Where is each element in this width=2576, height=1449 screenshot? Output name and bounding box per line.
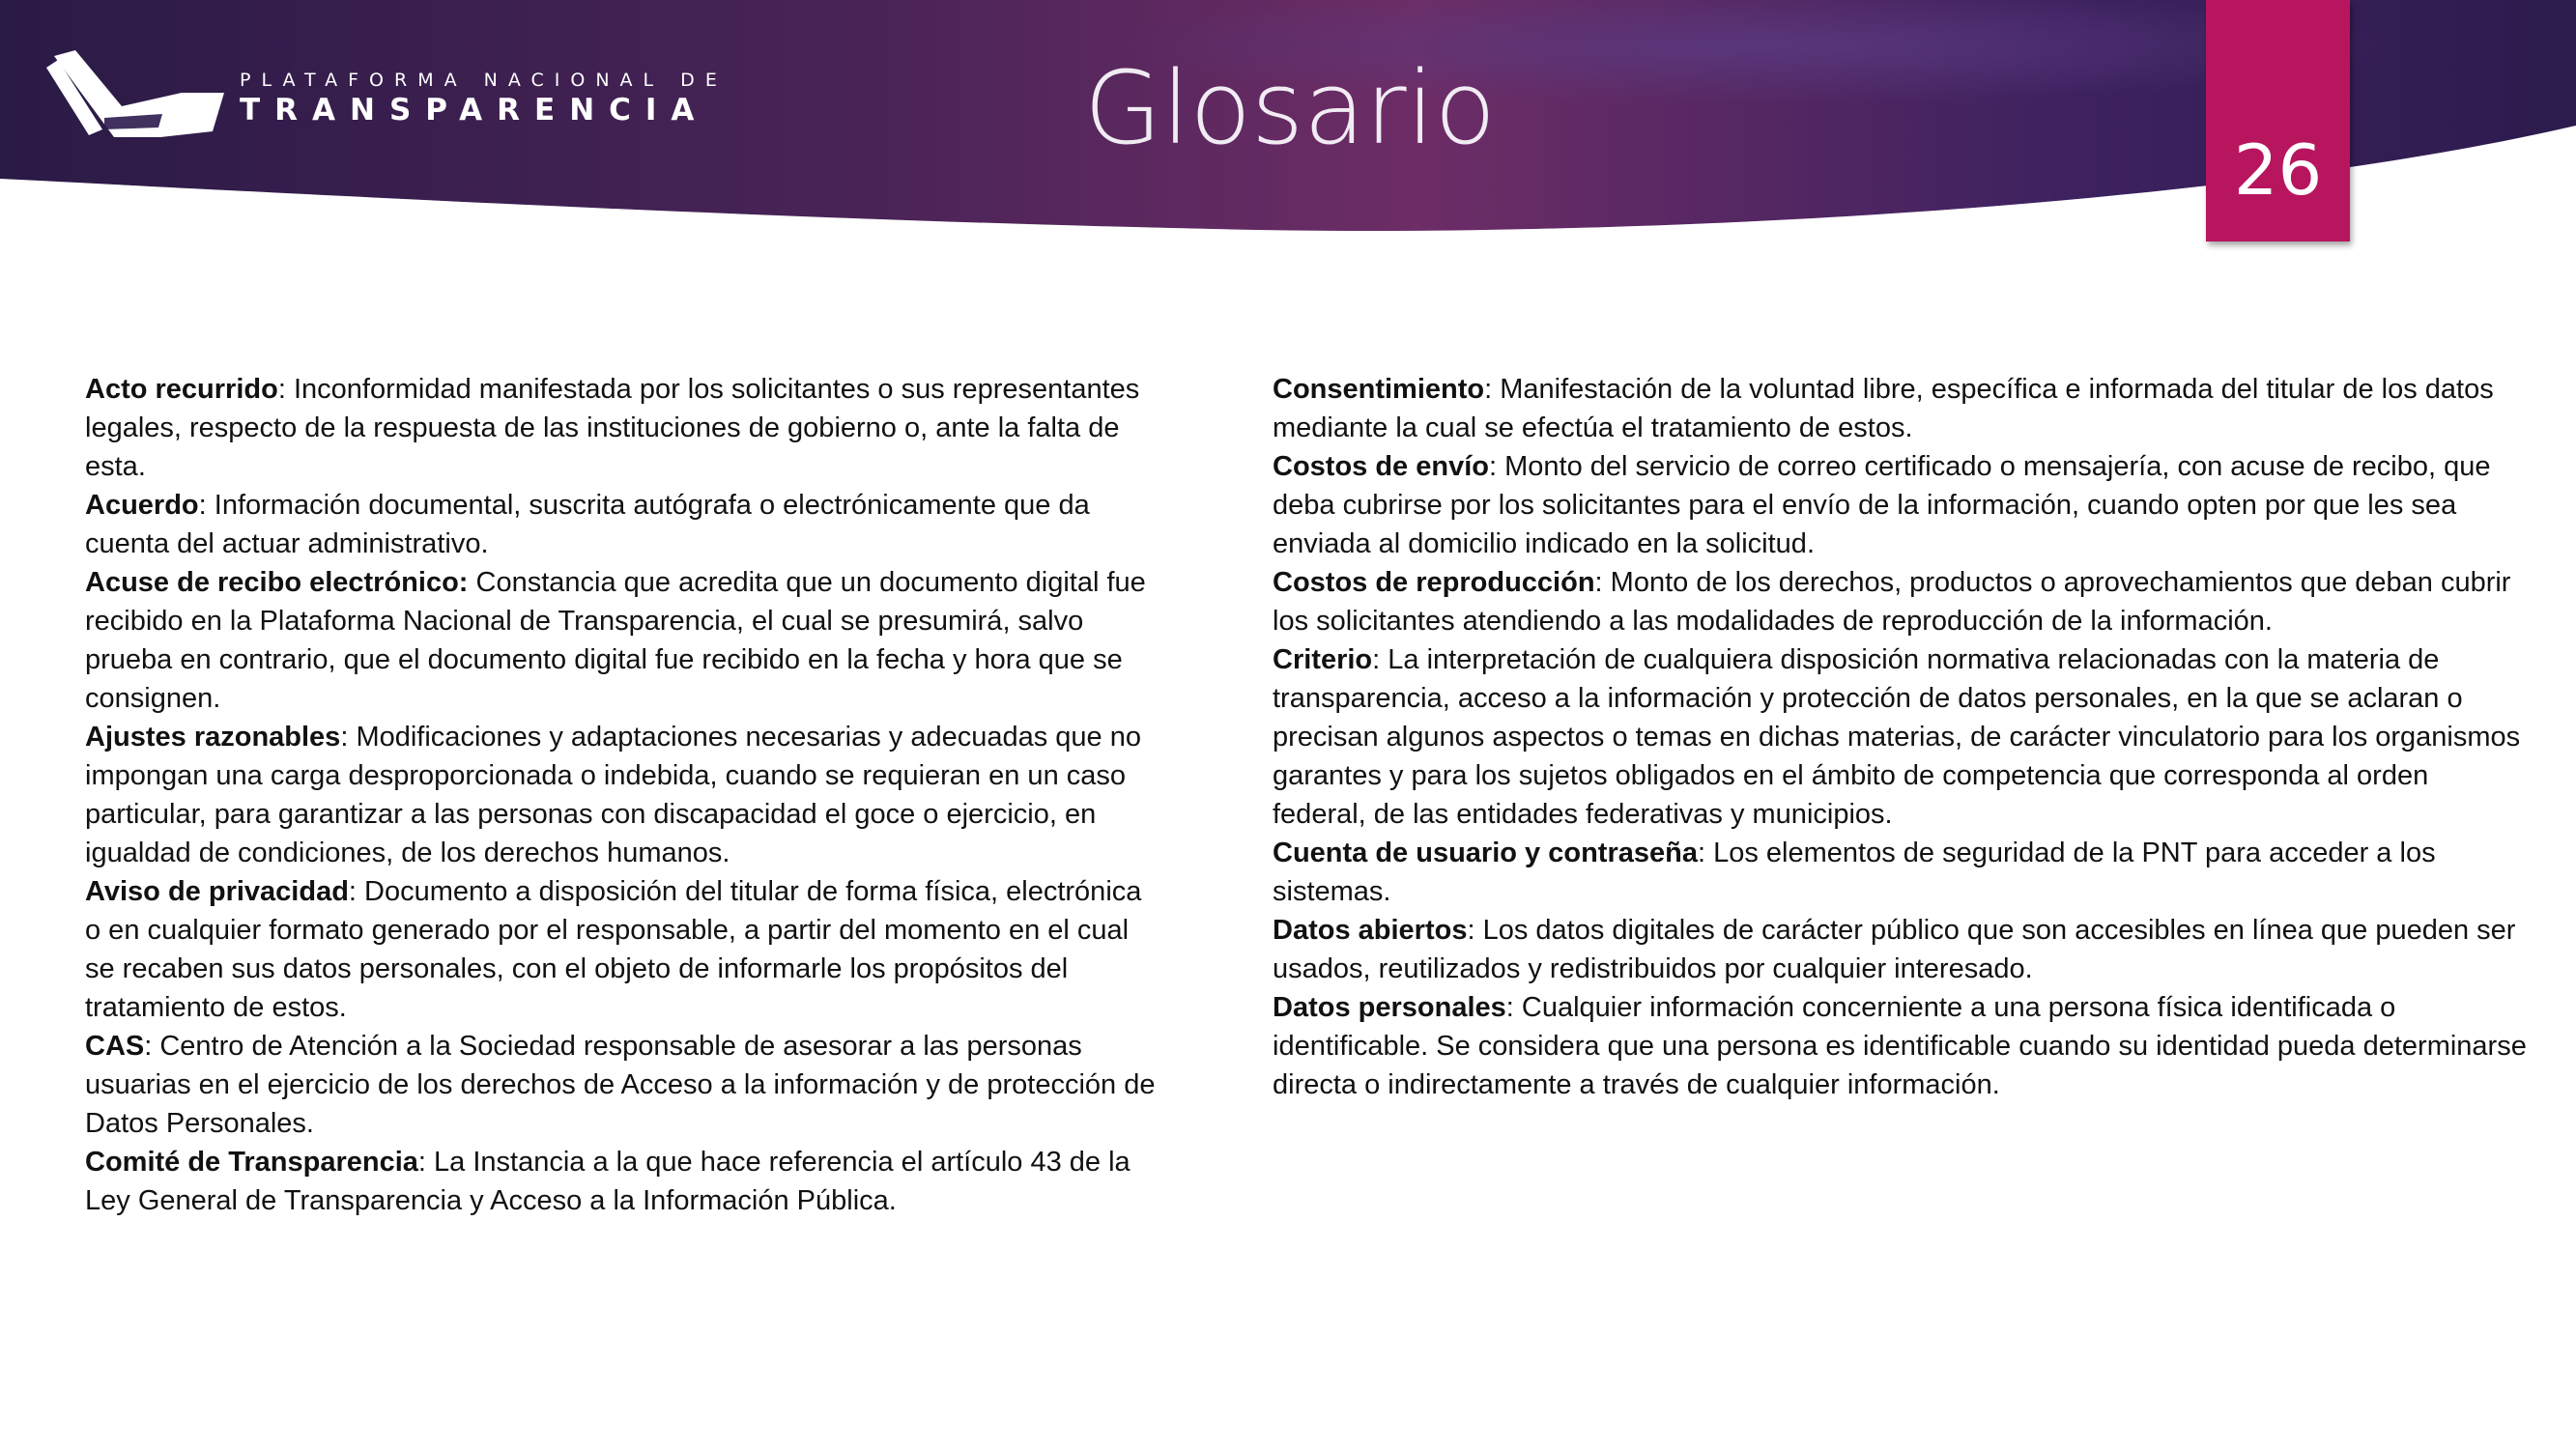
glossary-term: Datos personales — [1273, 992, 1506, 1023]
term-separator: : — [1697, 838, 1714, 868]
glossary-term: CAS — [85, 1031, 145, 1062]
term-separator: : — [277, 374, 294, 405]
term-separator: : — [144, 1031, 160, 1062]
glossary-term: Acto recurrido — [85, 374, 278, 405]
term-separator: : — [1489, 451, 1505, 482]
glossary-entry — [1273, 563, 2529, 640]
glossary-definition: Centro de Atención a la Sociedad responsable de asesorar a las personas usuarias en el ejercicio de los derechos de Acceso a la información y de protección de Datos Personales. — [85, 1031, 1156, 1139]
term-separator: : — [340, 722, 357, 753]
glossary-definition: Cualquier información concerniente a una persona física identificada o identificable. Se considera que una persona es identificable cuando su identidad pueda determinarse directa o indirectamente a través de cualquier información. — [1273, 992, 2527, 1100]
glossary-entry — [85, 1143, 1158, 1220]
term-separator: : — [417, 1147, 435, 1178]
glossary-definition: Monto de los derechos, productos o aprovechamientos que deban cubrir los solicitantes atendiendo a las modalidades de reproducción de la información. — [1273, 567, 2511, 637]
term-separator: : — [348, 876, 365, 907]
glossary-entry — [1273, 988, 2529, 1104]
glossary-entry — [85, 872, 1158, 1027]
glossary-term: Acuerdo — [85, 490, 199, 521]
pnt-logo-icon — [46, 50, 225, 142]
glossary-definition: Información documental, suscrita autógrafa o electrónicamente que da cuenta del actuar administrativo. — [85, 490, 1090, 559]
page-number: 26 — [2233, 129, 2323, 211]
glossary-entry — [85, 563, 1158, 718]
glossary-definition: Manifestación de la voluntad libre, específica e informada del titular de los datos mediante la cual se efectúa el tratamiento de estos. — [1273, 374, 2494, 443]
glossary-column-left — [85, 370, 1158, 1220]
term-separator: : — [1467, 915, 1483, 946]
glossary-column-right — [1273, 370, 2529, 1104]
glossary-definition: Inconformidad manifestada por los solicitantes o sus representantes legales, respecto de la respuesta de las instituciones de gobierno o, ante la falta de esta. — [85, 374, 1140, 482]
page-title: Glosario — [1083, 49, 1497, 167]
page-number-badge — [2206, 0, 2350, 242]
glossary-definition: Monto del servicio de correo certificado o mensajería, con acuse de recibo, que deba cubrirse por los solicitantes para el envío de la información, cuando opten por que les sea enviada al domicilio indicado en la solicitud. — [1273, 451, 2491, 559]
glossary-term: Ajustes razonables — [85, 722, 341, 753]
pnt-logo — [46, 50, 728, 147]
glossary-entry — [1273, 640, 2529, 834]
glossary-term: Datos abiertos — [1273, 915, 1468, 946]
glossary-term: Criterio — [1273, 644, 1373, 675]
term-separator: : — [1594, 567, 1611, 598]
logo-line-1: PLATAFORMA NACIONAL DE — [240, 70, 728, 91]
glossary-term: Acuse de recibo electrónico: — [85, 567, 469, 598]
glossary-term: Costos de reproducción — [1273, 567, 1595, 598]
glossary-term: Aviso de privacidad — [85, 876, 349, 907]
glossary-entry — [85, 370, 1158, 486]
glossary-entry — [85, 486, 1158, 563]
glossary-definition: La interpretación de cualquiera disposición normativa relacionadas con la materia de transparencia, acceso a la información y protección de datos personales, en la que se aclaran o precisan algunos aspectos o temas en dichas materias, de carácter vinculatorio para los organismos garantes y para los sujetos obligados en el ámbito de competencia que corresponda al orden federal, de las entidades federativas y municipios. — [1273, 644, 2521, 830]
glossary-term: Consentimiento — [1273, 374, 1485, 405]
glossary-definition: Los elementos de seguridad de la PNT para acceder a los sistemas. — [1273, 838, 2436, 907]
glossary-entry — [1273, 834, 2529, 911]
glossary-definition: Modificaciones y adaptaciones necesarias y adecuadas que no impongan una carga desproporcionada o indebida, cuando se requieran en un caso particular, para garantizar a las personas con discapacidad el goce o ejercicio, en igualdad de condiciones, de los derechos humanos. — [85, 722, 1141, 868]
glossary-entry — [1273, 911, 2529, 988]
glossary-term: Cuenta de usuario y contraseña — [1273, 838, 1698, 868]
glossary-term: Comité de Transparencia — [85, 1147, 418, 1178]
glossary-entry — [1273, 370, 2529, 447]
term-separator: : — [198, 490, 215, 521]
term-separator: : — [1372, 644, 1388, 675]
glossary-entry — [1273, 447, 2529, 563]
logo-line-2: TRANSPARENCIA — [240, 93, 709, 128]
glossary-definition: Documento a disposición del titular de forma física, electrónica o en cualquier formato generado por el responsable, a partir del momento en el cual se recaben sus datos personales, con el objeto de informarle los propósitos del tratamiento de estos. — [85, 876, 1142, 1023]
term-separator: : — [1484, 374, 1501, 405]
glossary-definition: Constancia que acredita que un documento digital fue recibido en la Plataforma Nacional de Transparencia, el cual se presumirá, salvo prueba en contrario, que el documento digital fue recibido en la fecha y hora que se consignen. — [85, 567, 1146, 714]
glossary-entry — [85, 1027, 1158, 1143]
glossary-definition: Los datos digitales de carácter público que son accesibles en línea que pueden ser usados, reutilizados y redistribuidos por cualquier interesado. — [1273, 915, 2516, 984]
term-separator: : — [1505, 992, 1522, 1023]
term-separator — [468, 567, 475, 598]
glossary-entry — [85, 718, 1158, 872]
glossary-term: Costos de envío — [1273, 451, 1489, 482]
glossary-definition: La Instancia a la que hace referencia el artículo 43 de la Ley General de Transparencia y Acceso a la Información Pública. — [85, 1147, 1131, 1216]
